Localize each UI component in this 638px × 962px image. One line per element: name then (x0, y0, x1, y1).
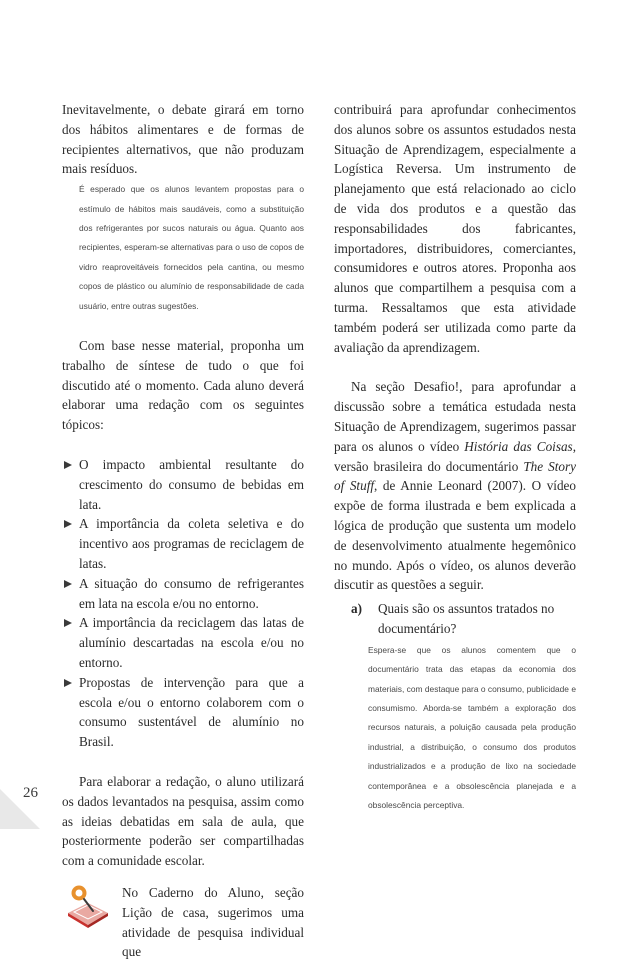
intro-paragraph: Inevitavelmente, o debate girará em torno dos hábitos alimentares e de formas de recipientes alternativos, que não produzam mais resíduos. (62, 102, 304, 177)
triangle-bullet-icon (64, 679, 72, 687)
question-text: Quais são os assuntos tratados no documentário? (378, 601, 555, 636)
synthesis-paragraph: Com base nesse material, proponha um trabalho de síntese de tudo o que foi discutido até o momento. Cada aluno deverá elaborar uma redação com os seguintes tópicos: (62, 338, 304, 433)
callout-text: No Caderno do Aluno, seção Lição de casa, sugerimos uma atividade de pesquisa individual que (122, 884, 304, 960)
continuation-paragraph: contribuirá para aprofundar conhecimentos dos alunos sobre os assuntos estudados nesta Situação de Aprendizagem, especialmente a Logística Reversa. Um instrumento de planejamento que está relacionado ao ciclo de vida dos produtos e a questão das responsabilidades dos fabricantes, importadores, distribuidores, comerciantes, consumidores e outros atores. Proponha aos alunos que compartilhem a pesquisa com a turma. Ressaltamos que esta atividade também poderá ser utilizada como parte da avaliação da aprendizagem. (334, 102, 576, 355)
right-column (334, 100, 576, 815)
triangle-bullet-icon (64, 520, 72, 528)
video-title: História das Coisas (464, 438, 573, 454)
triangle-bullet-icon (64, 461, 72, 469)
list-item: O impacto ambiental resultante do crescimento do consumo de bebidas em lata. (62, 455, 304, 514)
list-item: A situação do consumo de refrigerantes em lata na escola e/ou no entorno. (62, 574, 304, 614)
page-number: 26 (23, 785, 38, 801)
home-study-icon (62, 881, 112, 931)
teacher-note: É esperado que os alunos levantem propostas para o estímulo de hábitos mais saudáveis, como a substituição dos refrigerantes por sucos naturais ou água. Quanto aos recipientes, esperam-se alternativas para o uso de copos de vidro reaproveitáveis fornecidos pela cantina, ou mesmo copos de plástico ou alumínio de responsabilidade de cada usuário, entre outras sugestões. (79, 184, 304, 311)
left-column (62, 100, 304, 962)
desafio-paragraph: Na seção Desafio!, para aprofundar a discussão sobre a temática estudada nesta Situação de Aprendizagem, sugerimos passar para os alunos o vídeo História das Coisas, versão brasileira do documentário The Story of Stuff, de Annie Leonard (2007). O vídeo expõe de forma ilustrada e bem explicada a lógica de produção que sustenta um modelo de desenvolvimento atualmente hegemônico no mundo. Após o vídeo, os alunos deverão discutir as questões a seguir. (334, 379, 577, 593)
list-item: A importância da reciclagem das latas de alumínio descartadas na escola e/ou no entorno. (62, 613, 304, 672)
question-letter: a) (351, 601, 362, 617)
question-block (334, 599, 576, 815)
documentary-title: The Story of Stuff (334, 458, 577, 494)
topic-list (62, 455, 304, 752)
triangle-bullet-icon (64, 619, 72, 627)
list-item: A importância da coleta seletiva e do incentivo aos programas de reciclagem de latas. (62, 514, 304, 573)
question-a (351, 599, 576, 639)
answer-note: Espera-se que os alunos comentem que o documentário trata das etapas da economia dos materiais, com destaque para o consumo, publicidade e consumismo. Aborda-se também a exploração dos recursos naturais, a poluição causada pela produção industrial, a distribuição, o consumo dos produtos industrializados e a produção de lixo na sociedade contemporânea e a obsolescência planejada e a obsolescência perceptiva. (368, 644, 576, 810)
redacao-paragraph: Para elaborar a redação, o aluno utilizará os dados levantados na pesquisa, assim como as ideias debatidas em sala de aula, que posteriormente poderão ser compartilhadas com a comunidade escolar. (62, 773, 304, 869)
page-corner-decoration (0, 789, 40, 829)
homework-callout (62, 883, 304, 962)
triangle-bullet-icon (64, 580, 72, 588)
list-item: Propostas de intervenção para que a escola e/ou o entorno colaborem com o consumo sustentável de alumínio no Brasil. (62, 673, 304, 752)
